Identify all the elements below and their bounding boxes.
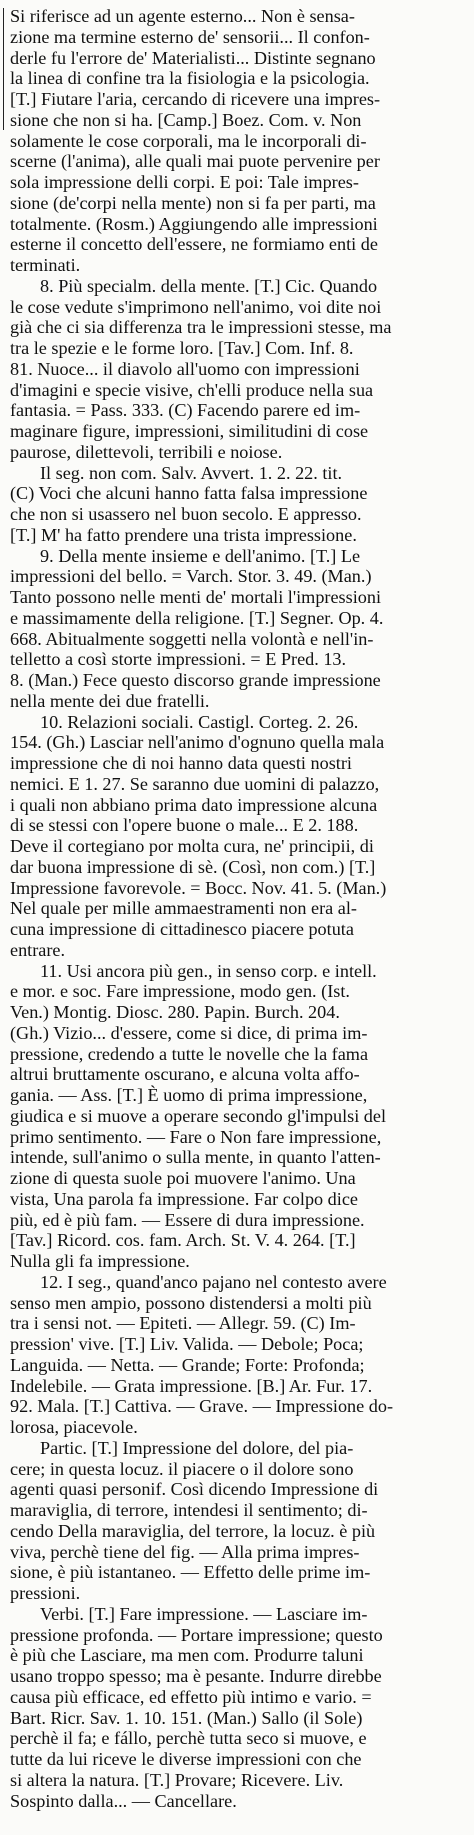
text-line: maginare figure, impressioni, similitudini di cose [10,421,369,441]
text-line: primo sentimento. — Fare o Non fare impressione, [10,1126,382,1147]
text-line: maraviglia, di terrore, intendesi il sentimento; di- [10,1500,368,1520]
text-line: telletto a così storte impressioni. = E Pred. 13. [10,649,347,670]
text-line: tra le spezie e le forme loro. [Tav.] Com. Inf. 8. [10,338,354,358]
text-line: i quali non abbiano prima dato impressione alcuna [10,794,378,815]
text-line: sione (de'corpi nella mente) non si fa per parti, ma [10,192,376,213]
text-line: 81. Nuoce... il diavolo all'uomo con impressioni [10,358,360,379]
text-line: giudica e si muove a operare secondo gl'impulsi del [10,1105,387,1126]
text-line: (C) Voci che alcuni hanno fatta falsa impressione [10,483,368,504]
text-line: altrui bruttamente oscurano, e alcuna volta affo- [10,1064,360,1085]
text-line: tutte da lui riceve le diverse impressioni con che [10,1749,362,1769]
text-line: già che ci sia differenza tra le impressioni stesse, ma [10,317,392,338]
text-line: senso men ampio, possono distendersi a molti più [10,1292,372,1313]
text-line: 12. I seg., quand'anco pajano nel contesto avere [40,1271,387,1292]
text-line: [Tav.] Ricord. cos. fam. Arch. St. V. 4. 264. [T.] [10,1230,356,1251]
text-line: perchè il fa; e fállo, perchè tutta seco si muove, e [10,1728,367,1749]
text-line: gania. — Ass. [T.] È uomo di prima impressione, [10,1085,368,1105]
text-line: cendo Della maraviglia, del terrore, la locuz. è più [10,1520,376,1541]
text-line: Deve il cortegiano por molta cura, ne' principii, di [10,836,374,856]
text-line: Indelebile. — Grata impressione. [B.] Ar. Fur. 17. [10,1375,373,1396]
text-line: zione di questa suole poi muovere l'animo. Una [10,1168,356,1188]
text-line: pressione profonda. — Portare impressione; questo [10,1624,383,1645]
text-line: Bart. Ricr. Sav. 1. 10. 151. (Man.) Sallo (il Sole) [10,1707,363,1728]
text-line: tra i sensi not. — Epiteti. — Allegr. 59. (C) Im- [10,1313,356,1334]
text-line: terminati. [10,255,81,275]
text-line: causa più efficace, ed effetto più intimo e vario. = [10,1686,372,1707]
text-line: sione che non si ha. [Camp.] Boez. Com. v. Non [10,109,362,130]
text-line: che non si usassero nel buon secolo. E appresso. [10,504,362,524]
text-line: lorosa, piacevole. [10,1417,138,1437]
text-line: si altera la natura. [T.] Provare; Ricevere. Liv. [10,1769,344,1790]
text-line: agenti quasi personif. Così dicendo Impressione di [10,1479,379,1500]
text-line: pression' vive. [T.] Liv. Valida. — Debole; Poca; [10,1334,364,1354]
text-line: 8. (Man.) Fece questo discorso grande impressione [10,670,381,690]
text-line: sione, è più istantaneo. — Effetto delle prime im- [10,1562,371,1583]
text-line: Partic. [T.] Impressione del dolore, del pia- [40,1437,354,1458]
text-line: fantasia. = Pass. 333. (C) Facendo parere ed im- [10,400,361,421]
text-line: d'imagini e specie visive, ch'elli produce nella sua [10,379,374,400]
text-line: intende, sull'animo o sulla mente, in quanto l'atten- [10,1147,381,1168]
text-line: 9. Della mente insieme e dell'animo. [T.] Le [40,545,361,566]
text-line: pressione, credendo a tutte le novelle che la fama [10,1043,369,1064]
text-line: cuna impressione di cittadinesco piacere potuta [10,919,354,939]
text-line: 154. (Gh.) Lasciar nell'animo d'ognuno quella mala [10,732,385,753]
text-line: usano troppo spesso; ma è pesante. Indurre direbbe [10,1666,382,1686]
text-line: paurose, dilettevoli, terribili e noiose. [10,441,283,462]
text-line: viva, perchè tiene del fig. — Alla prima impres- [10,1541,360,1562]
text-line: 8. Più specialm. della mente. [T.] Cic. Quando [40,275,378,296]
text-column [10,6,470,1811]
text-line: Impressione favorevole. = Bocc. Nov. 41. 5. (Man.) [10,877,387,898]
text-line: Tanto possono nelle menti de' mortali l'impressioni [10,587,381,607]
text-line: vista, Una parola fa impressione. Far colpo dice [10,1188,358,1209]
text-line: impressioni del bello. = Varch. Stor. 3. 49. (Man.) [10,566,372,587]
text-line: totalmente. (Rosm.) Aggiungendo alle impressioni [10,213,378,234]
text-line: dar buona impressione di sè. (Così, non com.) [T.] [10,856,376,877]
text-line: Si riferisce ad un agente esterno... Non è sensa- [10,6,355,26]
text-line: derle fu l'errore de' Materialisti... Distinte segnano [10,47,376,68]
text-line: è più che Lasciare, ma men com. Produrre taluni [10,1645,364,1666]
text-line: zione ma termine esterno de' sensorii... Il confon- [10,26,370,47]
text-line: Ven.) Montig. Diosc. 280. Papin. Burch. 204. [10,1002,340,1022]
text-line: 92. Mala. [T.] Cattiva. — Grave. — Impressione do- [10,1396,394,1417]
text-line: Verbi. [T.] Fare impressione. — Lasciare im- [40,1603,368,1624]
text-line: [T.] M' ha fatto prendere una trista impressione. [10,524,357,545]
text-line: le cose vedute s'imprimono nell'animo, voi dite noi [10,296,382,317]
text-line: cere; in questa locuz. il piacere o il dolore sono [10,1458,354,1479]
text-line: esterne il concetto dell'essere, ne formiamo enti de [10,234,378,255]
text-line: [T.] Fiutare l'aria, cercando di ricevere una impres- [10,89,381,109]
margin-rule [3,8,4,130]
text-line: Sospinto dalla... — Cancellare. [10,1790,237,1811]
text-line: entrare. [10,939,66,960]
text-line: (Gh.) Vizio... d'essere, come si dice, di prima im- [10,1022,368,1043]
text-line: Nel quale per mille ammaestramenti non era al- [10,898,357,919]
text-line: e mor. e soc. Fare impressione, modo gen. (Ist. [10,981,350,1002]
text-line: di se stessi con l'opere buone o male... E 2. 188. [10,815,359,836]
text-line: più, ed è più fam. — Essere di dura impressione. [10,1209,365,1230]
text-line: e massimamente della religione. [T.] Segner. Op. 4. [10,607,384,628]
text-line: Nulla gli fa impressione. [10,1251,190,1271]
text-line: scerne (l'anima), alle quali mai puote pervenire per [10,151,380,172]
text-line: nella mente dei due fratelli. [10,690,210,711]
text-line: 668. Abitualmente soggetti nella volontà e nell'in- [10,628,374,649]
text-line: solamente le cose corporali, ma le incorporali di- [10,130,367,151]
text-line: Languida. — Netta. — Grande; Forte: Profonda; [10,1354,365,1375]
text-line: pressioni. [10,1583,81,1603]
text-line: 10. Relazioni sociali. Castigl. Corteg. 2. 26. [40,711,359,732]
text-line: 11. Usi ancora più gen., in senso corp. e intell. [40,960,377,981]
text-line: sola impressione delli corpi. E poi: Tale impres- [10,172,359,192]
text-line: nemici. E 1. 27. Se saranno due uomini di palazzo, [10,773,380,794]
text-line: Il seg. non com. Salv. Avvert. 1. 2. 22. tit. [40,462,343,483]
text-line: la linea di confine tra la fisiologia e la psicologia. [10,68,370,89]
text-line: impressione che di noi hanno data questi nostri [10,753,352,773]
